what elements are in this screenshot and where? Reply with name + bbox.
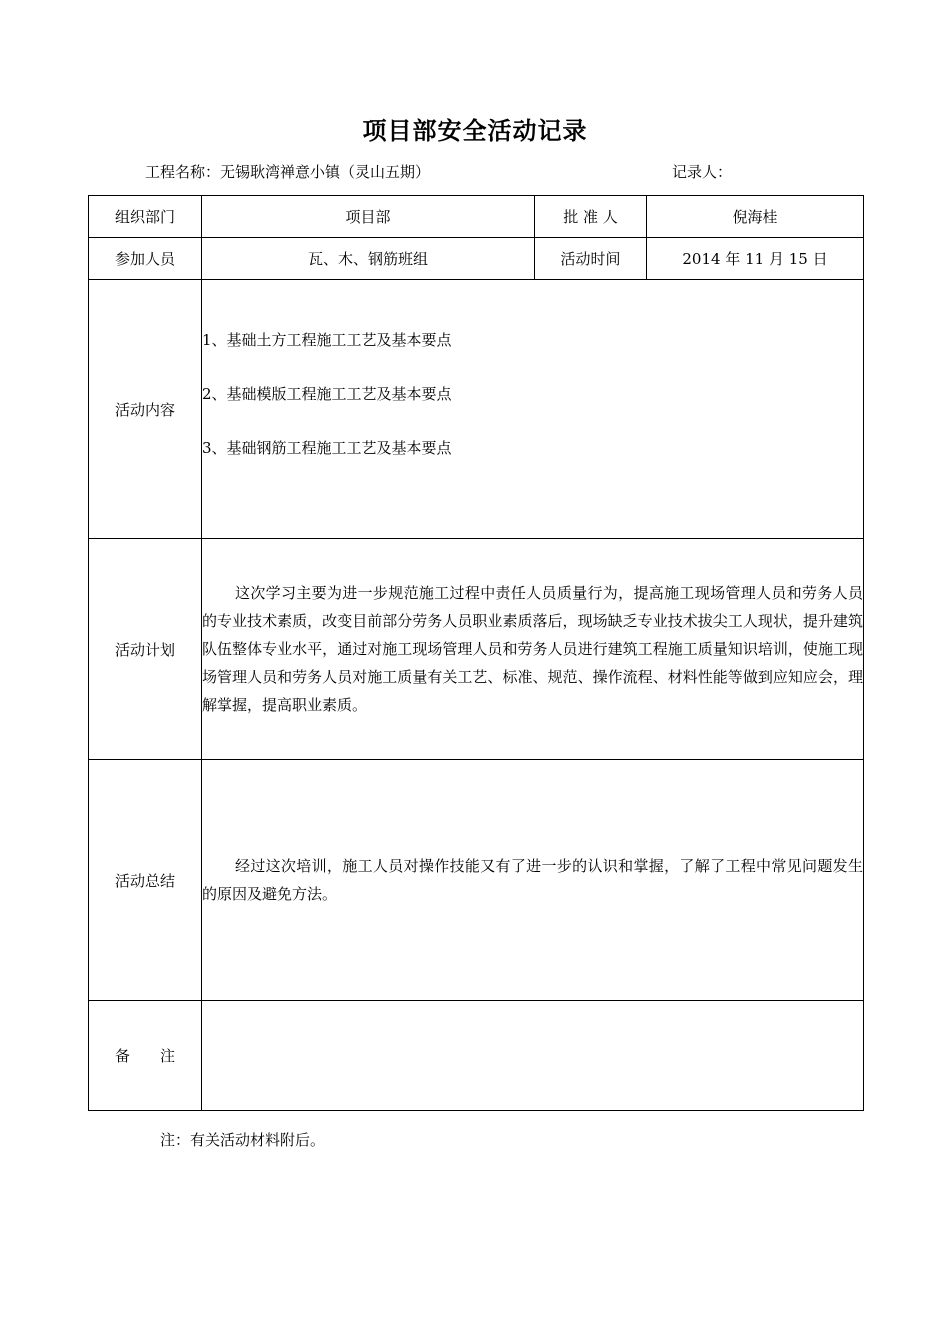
approver-value: 倪海桂 [647,196,864,238]
table-row-remarks [89,1001,864,1111]
summary-cell [202,760,864,1001]
activity-record-table [88,195,864,1111]
table-row-summary [89,760,864,1001]
content-item: 1、基础土方工程施工工艺及基本要点 [202,331,452,349]
content-label: 活动内容 [89,280,202,539]
plan-cell [202,539,864,760]
table-row-participants [89,238,864,280]
document-title: 项目部安全活动记录 [362,116,588,145]
approver-label: 批 准 人 [535,196,647,238]
project-name-label: 工程名称： [145,163,221,181]
activity-time-value: 2014 年 11 月 15 日 [647,238,864,280]
org-dept-label: 组织部门 [89,196,202,238]
org-dept-value: 项目部 [202,196,535,238]
recorder-label: 记录人： [672,163,733,181]
plan-text: 这次学习主要为进一步规范施工过程中责任人员质量行为，提高施工现场管理人员和劳务人员的专业技术素质，改变目前部分劳务人员职业素质落后，现场缺乏专业技术拔尖工人现状，提升建筑队伍整体专业水平，通过对施工现场管理人员和劳务人员进行建筑工程施工质量知识培训，使施工现场管理人员和劳务人员对施工质量有关工艺、标准、规范、操作流程、材料性能等做到应知应会，理解掌握，提高职业素质。 [202,584,863,714]
project-name-value: 无锡耿湾禅意小镇（灵山五期） [220,163,431,181]
plan-label: 活动计划 [89,539,202,760]
activity-time-label: 活动时间 [535,238,647,280]
content-cell [202,280,864,539]
remarks-value [202,1001,864,1111]
table-row-content [89,280,864,539]
participants-value: 瓦、木、钢筋班组 [202,238,535,280]
table-row-organizer [89,196,864,238]
table-row-plan [89,539,864,760]
recorder-line [672,161,732,182]
content-item: 3、基础钢筋工程施工工艺及基本要点 [202,439,452,457]
project-name-line [145,161,430,182]
remarks-label: 备 注 [89,1001,202,1111]
footnote: 注：有关活动材料附后。 [160,1131,326,1149]
summary-text: 经过这次培训，施工人员对操作技能又有了进一步的认识和掌握，了解了工程中常见问题发生的原因及避免方法。 [202,857,863,903]
summary-label: 活动总结 [89,760,202,1001]
participants-label: 参加人员 [89,238,202,280]
content-item: 2、基础模版工程施工工艺及基本要点 [202,385,452,403]
